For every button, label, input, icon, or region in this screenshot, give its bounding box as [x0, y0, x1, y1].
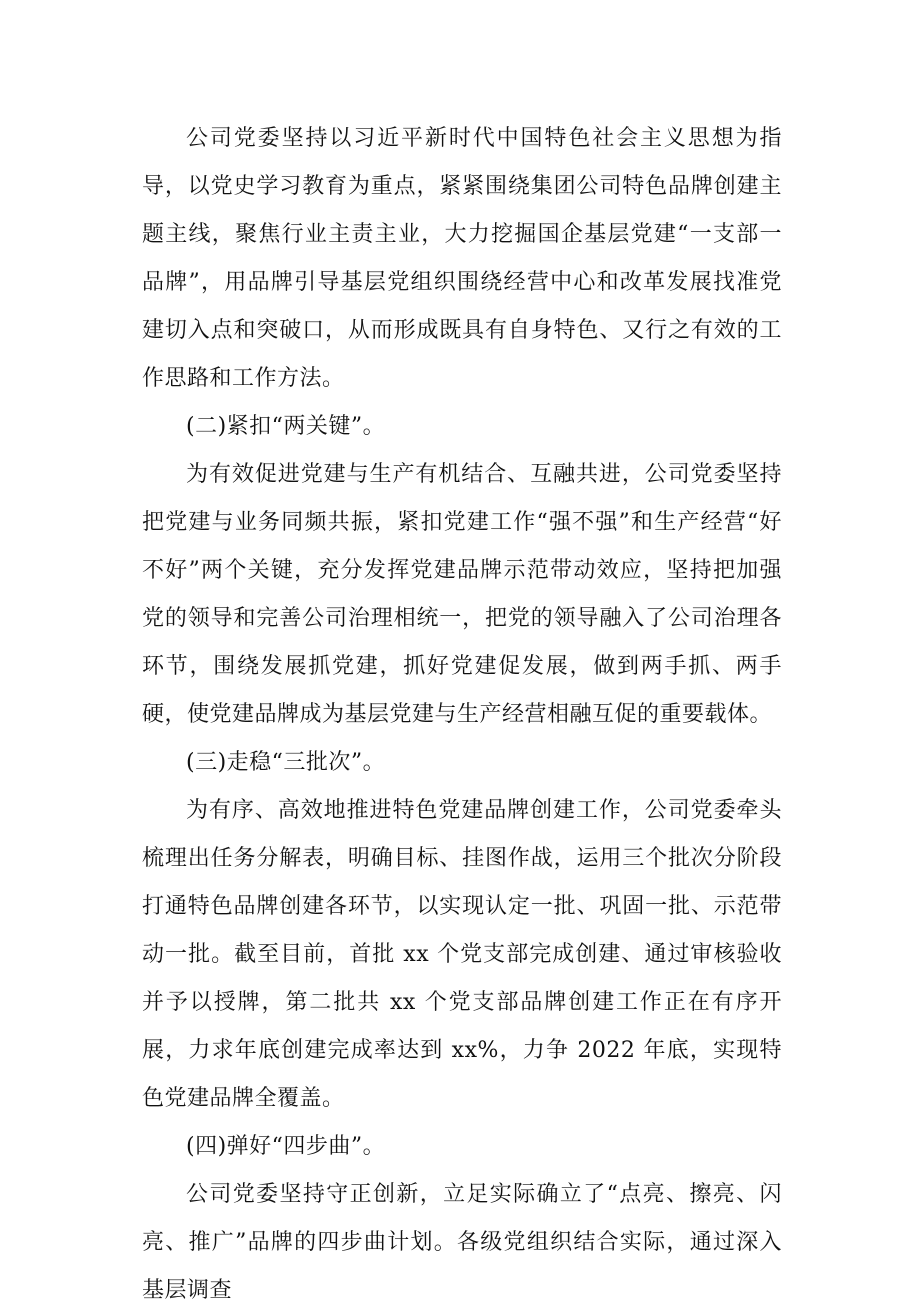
paragraph-two-keys: 为有效促进党建与生产有机结合、互融共进，公司党委坚持把党建与业务同频共振，紧扣党建工作“强不强”和生产经营“好不好”两个关键，充分发挥党建品牌示范带动效应，坚持把加强党的领导和完善公司治理相统一，把党的领导融入了公司治理各环节，围绕发展抓党建，抓好党建促发展，做到两手抓、两手硬，使党建品牌成为基层党建与生产经营相融互促的重要载体。: [142, 462, 782, 727]
paragraph-four-steps: 公司党委坚持守正创新，立足实际确立了“点亮、擦亮、闪亮、推广”品牌的四步曲计划。各级党组织结合实际，通过深入基层调查: [142, 1182, 782, 1303]
section-heading-two-keys: (二)紧扣“两关键”。: [186, 414, 386, 439]
document-page: [142, 115, 782, 1315]
paragraph-intro: 公司党委坚持以习近平新时代中国特色社会主义思想为指导，以党史学习教育为重点，紧紧围绕集团公司特色品牌创建主题主线，聚焦行业主责主业，大力挖掘国企基层党建“一支部一品牌”，用品牌引导基层党组织围绕经营中心和改革发展找准党建切入点和突破口，从而形成既具有自身特色、又行之有效的工作思路和工作方法。: [142, 126, 782, 391]
section-heading-three-batches: (三)走稳“三批次”。: [186, 750, 386, 775]
paragraph-three-batches: 为有序、高效地推进特色党建品牌创建工作，公司党委牵头梳理出任务分解表，明确目标、挂图作战，运用三个批次分阶段打通特色品牌创建各环节，以实现认定一批、巩固一批、示范带动一批。截至目前，首批 xx 个党支部完成创建、通过审核验收并予以授牌，第二批共 xx 个党支部品牌创建工作正在有序开展，力求年底创建完成率达到 xx%，力争 2022 年底，实现特色党建品牌全覆盖。: [142, 798, 782, 1111]
section-heading-four-steps: (四)弹好“四步曲”。: [186, 1134, 386, 1159]
